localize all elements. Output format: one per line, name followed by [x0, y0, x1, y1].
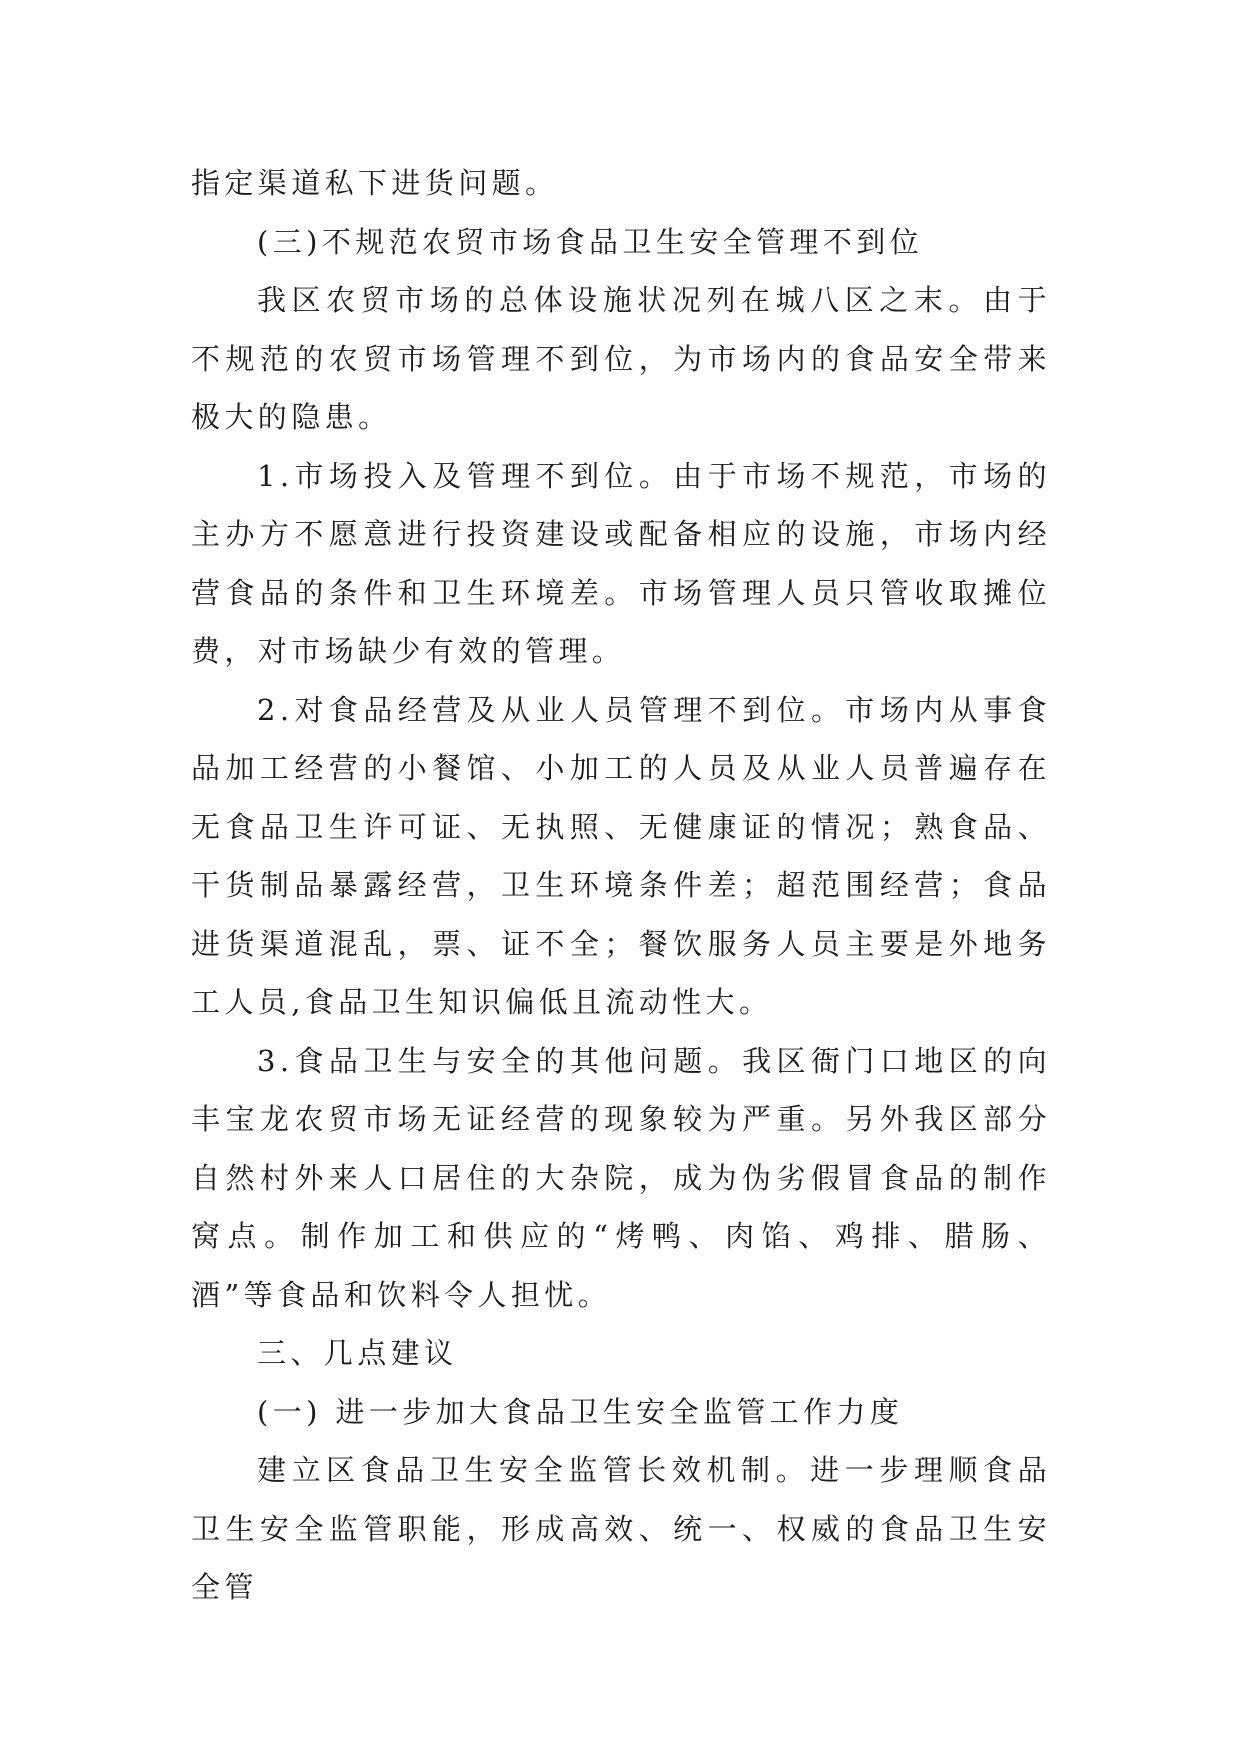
paragraph: 2.对食品经营及从业人员管理不到位。市场内从事食品加工经营的小餐馆、小加工的人员及从业人员普遍存在无食品卫生许可证、无执照、无健康证的情况；熟食品、干货制品暴露经营，卫生环境条件差；超范围经营；食品进货渠道混乱，票、证不全；餐饮服务人员主要是外地务工人员,食品卫生知识偏低且流动性大。 [191, 692, 1051, 1019]
paragraph: 1.市场投入及管理不到位。由于市场不规范，市场的主办方不愿意进行投资建设或配备相应的设施，市场内经营食品的条件和卫生环境差。市场管理人员只管收取摊位费，对市场缺少有效的管理。 [191, 458, 1051, 668]
document-body [191, 154, 1051, 1617]
paragraph: 3.食品卫生与安全的其他问题。我区衙门口地区的向丰宝龙农贸市场无证经营的现象较为严重。另外我区部分自然村外来人口居住的大杂院，成为伪劣假冒食品的制作窝点。制作加工和供应的“烤鸭、肉馅、鸡排、腊肠、酒”等食品和饮料令人担忧。 [191, 1043, 1051, 1312]
section-heading: (一) 进一步加大食品卫生安全监管工作力度 [257, 1394, 904, 1429]
paragraph: 建立区食品卫生安全监管长效机制。进一步理顺食品卫生安全监管职能，形成高效、统一、权威的食品卫生安全管 [191, 1453, 1051, 1604]
paragraph: 我区农贸市场的总体设施状况列在城八区之末。由于不规范的农贸市场管理不到位，为市场内的食品安全带来极大的隐患。 [191, 283, 1051, 434]
paragraph: 指定渠道私下进货问题。 [191, 166, 559, 200]
section-heading: 三、几点建议 [257, 1336, 458, 1370]
section-heading: (三)不规范农贸市场食品卫生安全管理不到位 [257, 224, 924, 259]
